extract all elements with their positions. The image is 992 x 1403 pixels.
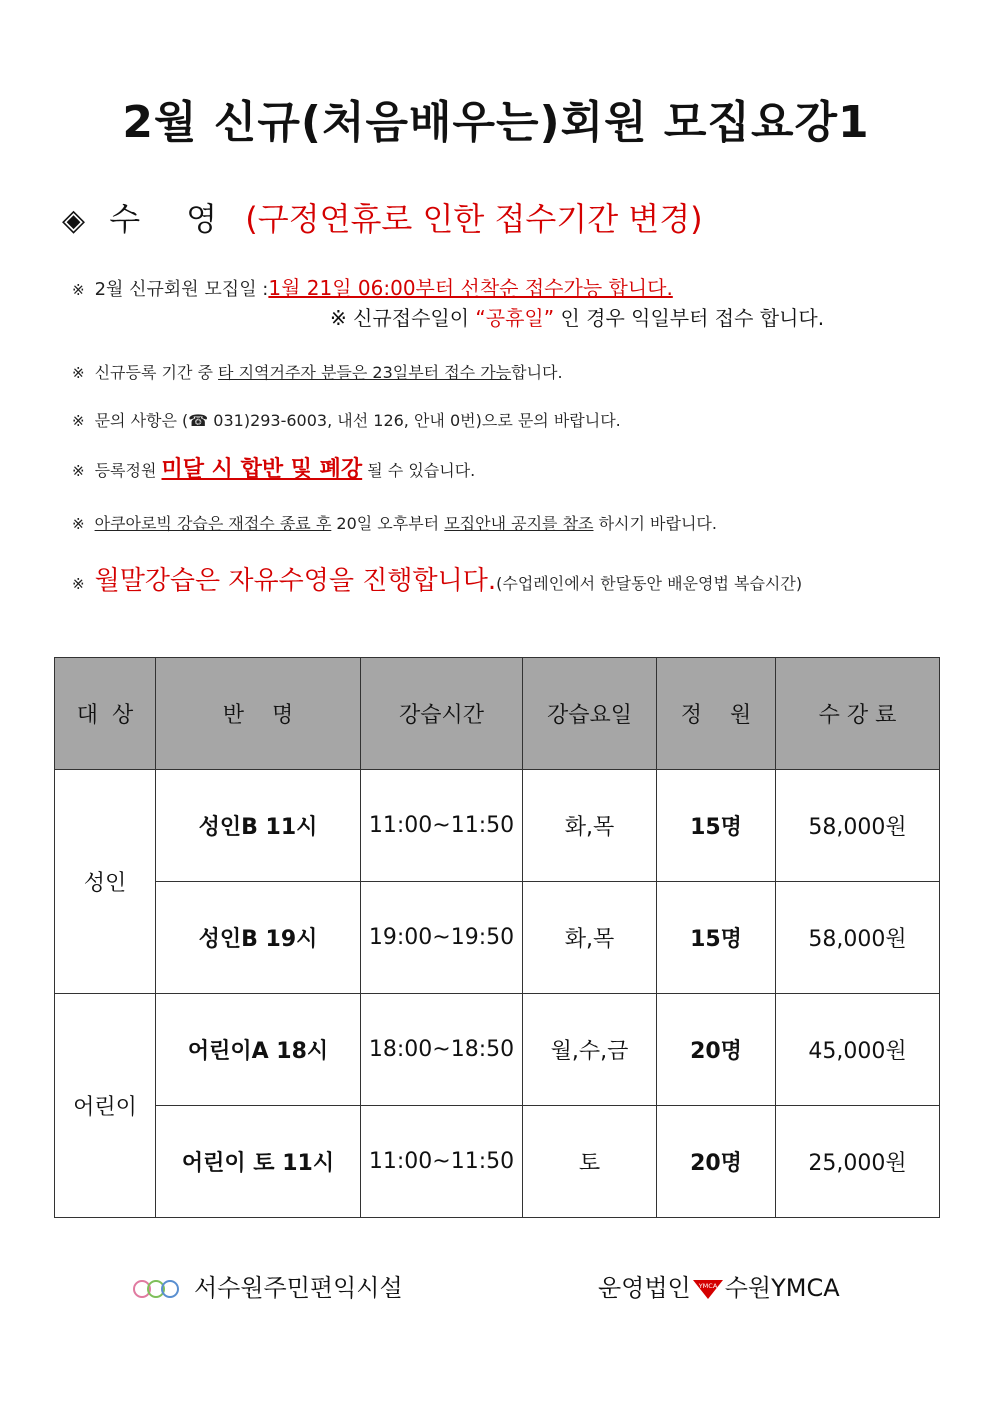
section-name-char-2: 영 <box>186 200 218 238</box>
time-cell: 11:00~11:50 <box>361 1106 523 1218</box>
fee-cell: 25,000원 <box>776 1106 940 1218</box>
days-cell: 토 <box>523 1106 657 1218</box>
class-name-cell: 성인B 11시 <box>156 770 361 882</box>
header-days: 강습요일 <box>523 658 657 770</box>
table-row <box>55 994 940 1106</box>
fee-cell: 58,000원 <box>776 770 940 882</box>
capacity-cell: 15명 <box>657 770 776 882</box>
operator-name: 운영법인 YMCA 수원YMCA <box>598 1274 840 1302</box>
target-cell: 어린이 <box>55 994 156 1218</box>
table-row <box>55 770 940 882</box>
capacity-cell: 15명 <box>657 882 776 994</box>
note-other-region: ※ 신규등록 기간 중 타 지역거주자 분들은 23일부터 접수 가능합니다. <box>72 363 563 382</box>
section-heading <box>62 194 703 240</box>
capacity-cell: 20명 <box>657 994 776 1106</box>
header-time: 강습시간 <box>361 658 523 770</box>
target-cell: 성인 <box>55 770 156 994</box>
header-capacity: 정 원 <box>657 658 776 770</box>
note-contact: ※ 문의 사항은 (☎ 031)293-6003, 내선 126, 안내 0번)으로 문의 바랍니다. <box>72 411 621 430</box>
holiday-highlight: “공휴일” <box>475 306 555 330</box>
days-cell: 화,목 <box>523 770 657 882</box>
note-recruit-date: ※ 2월 신규회원 모집일 :1월 21일 06:00부터 선착순 접수가능 합니다. <box>72 276 673 300</box>
class-name-cell: 어린이 토 11시 <box>156 1106 361 1218</box>
class-name-cell: 어린이A 18시 <box>156 994 361 1106</box>
table-header-row <box>55 658 940 770</box>
days-cell: 화,목 <box>523 882 657 994</box>
note-month-end: ※ 월말강습은 자유수영을 진행합니다.(수업레인에서 한달동안 배운영법 복습시간) <box>72 566 803 596</box>
header-class: 반 명 <box>156 658 361 770</box>
header-target: 대 상 <box>55 658 156 770</box>
capacity-cell: 20명 <box>657 1106 776 1218</box>
recruit-date-highlight: 1월 21일 06:00부터 선착순 접수가능 합니다. <box>268 276 673 300</box>
table-row <box>55 882 940 994</box>
note-holiday: ※ 신규접수일이 “공휴일” 인 경우 익일부터 접수 합니다. <box>330 306 825 330</box>
table-row <box>55 1106 940 1218</box>
section-subtitle: (구정연휴로 인한 접수기간 변경) <box>245 200 703 238</box>
time-cell: 11:00~11:50 <box>361 770 523 882</box>
facility-name: 서수원주민편익시설 <box>132 1268 403 1303</box>
fee-cell: 58,000원 <box>776 882 940 994</box>
note-aquarobic: ※ 아쿠아로빅 강습은 재접수 종료 후 20일 오후부터 모집안내 공지를 참조 하시기 바랍니다. <box>72 514 717 533</box>
header-fee: 수 강 료 <box>776 658 940 770</box>
facility-logo-icon <box>132 1277 180 1301</box>
time-cell: 18:00~18:50 <box>361 994 523 1106</box>
section-name-char-1: 수 <box>109 200 141 238</box>
days-cell: 월,수,금 <box>523 994 657 1106</box>
page-title: 2월 신규(처음배우는)회원 모집요강1 <box>122 97 870 148</box>
fee-cell: 45,000원 <box>776 994 940 1106</box>
class-name-cell: 성인B 19시 <box>156 882 361 994</box>
svg-text:YMCA: YMCA <box>698 1282 718 1290</box>
schedule-table <box>54 657 940 1218</box>
diamond-icon: ◈ <box>62 203 86 238</box>
note-capacity: ※ 등록정원 미달 시 합반 및 폐강 될 수 있습니다. <box>72 457 476 482</box>
time-cell: 19:00~19:50 <box>361 882 523 994</box>
month-end-highlight: 월말강습은 자유수영을 진행합니다. <box>94 566 497 596</box>
capacity-highlight: 미달 시 합반 및 폐강 <box>161 457 363 482</box>
ymca-logo-icon <box>693 1278 723 1300</box>
